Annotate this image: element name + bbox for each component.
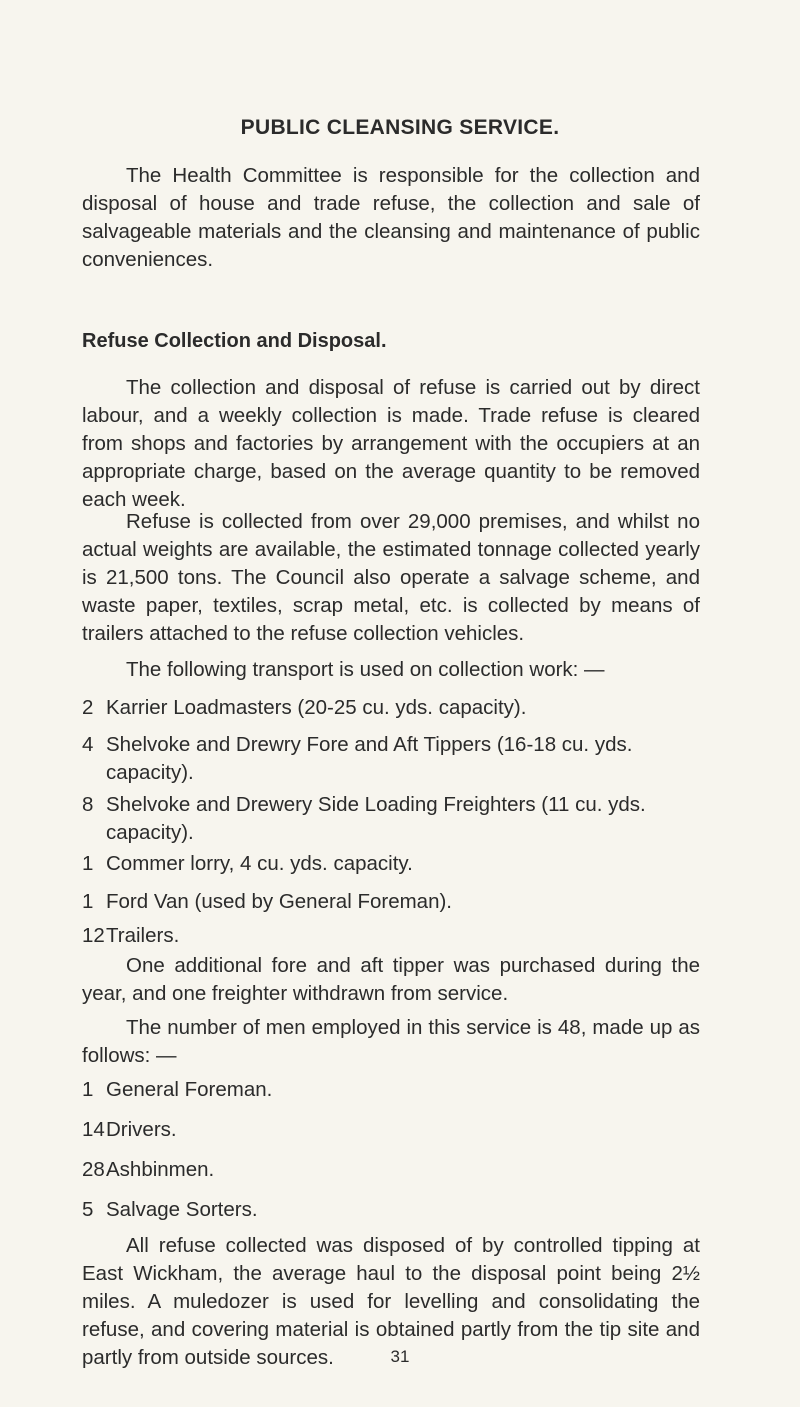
item-text: Commer lorry, 4 cu. yds. capacity.	[106, 852, 413, 875]
item-text: Ford Van (used by General Foreman).	[106, 890, 452, 913]
page-number: 31	[390, 1347, 410, 1366]
item-text: Salvage Sorters.	[106, 1198, 258, 1221]
list-item	[82, 694, 724, 722]
item-text: General Foreman.	[106, 1078, 273, 1101]
item-text: Shelvoke and Drewery Side Loading Freighters (11 cu. yds. capacity).	[106, 793, 646, 844]
list-item	[82, 791, 724, 847]
item-qty: 1	[82, 852, 94, 875]
item-text: Trailers.	[106, 924, 180, 947]
paragraph-tipper: One additional fore and aft tipper was purchased during the year, and one freighter withdrawn from service.	[82, 954, 700, 1005]
item-text: Shelvoke and Drewry Fore and Aft Tippers (16-18 cu. yds. capacity).	[106, 733, 633, 784]
list-item	[82, 1116, 724, 1144]
list-item	[82, 888, 724, 916]
intro-paragraph: The Health Committee is responsible for the collection and disposal of house and trade refuse, the collection and sale of salvageable materials and the cleansing and maintenance of public conveniences.	[82, 164, 700, 271]
list-item	[82, 1156, 724, 1184]
item-text: Drivers.	[106, 1118, 177, 1141]
item-qty: 8	[82, 793, 94, 816]
staff-intro: The number of men employed in this service is 48, made up as follows: —	[82, 1016, 700, 1067]
item-qty: 5	[82, 1198, 94, 1221]
list-item	[82, 1196, 724, 1224]
list-item	[82, 1076, 724, 1104]
paragraph-tonnage: Refuse is collected from over 29,000 premises, and whilst no actual weights are available, the estimated tonnage collected yearly is 21,500 tons. The Council also operate a salvage scheme, and waste paper, textiles, scrap metal, etc. is collected by means of trailers attached to the refuse collection vehicles.	[82, 510, 700, 645]
transport-intro: The following transport is used on collection work: —	[126, 658, 605, 681]
item-qty: 2	[82, 696, 94, 719]
list-item	[82, 850, 724, 878]
item-qty: 28	[82, 1158, 105, 1181]
section-heading: Refuse Collection and Disposal.	[82, 330, 387, 352]
item-qty: 14	[82, 1118, 105, 1141]
item-text: Ashbinmen.	[106, 1158, 215, 1181]
item-qty: 1	[82, 890, 94, 913]
item-qty: 4	[82, 733, 94, 756]
item-qty: 12	[82, 924, 105, 947]
item-text: Karrier Loadmasters (20-25 cu. yds. capacity).	[106, 696, 527, 719]
paragraph-collection: The collection and disposal of refuse is carried out by direct labour, and a weekly collection is made. Trade refuse is cleared from shops and factories by arrangement with the occupiers at an appropriate charge, based on the average quantity to be removed each week.	[82, 376, 700, 511]
item-qty: 1	[82, 1078, 94, 1101]
paragraph-disposal: All refuse collected was disposed of by controlled tipping at East Wickham, the average haul to the disposal point being 2½ miles. A muledozer is used for levelling and consolidating the refuse, and covering material is obtained partly from the tip site and partly from outside sources.	[82, 1234, 700, 1369]
page-title: PUBLIC CLEANSING SERVICE.	[240, 116, 560, 139]
list-item	[82, 731, 724, 787]
list-item	[82, 922, 724, 950]
